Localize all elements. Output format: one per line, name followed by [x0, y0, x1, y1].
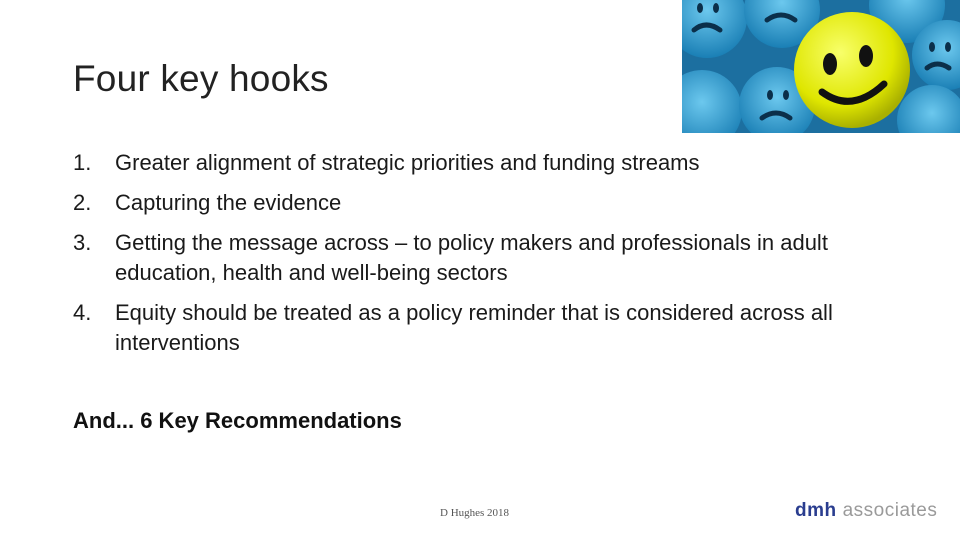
list-number: 1. — [73, 150, 92, 175]
footer-credit: D Hughes 2018 — [440, 507, 510, 519]
list-item — [73, 228, 893, 288]
list-text: Capturing the evidence — [115, 190, 342, 215]
list-number: 2. — [73, 190, 92, 215]
logo-part1: dmh — [795, 500, 837, 521]
recommendations-heading: And... 6 Key Recommendations — [73, 408, 402, 433]
list-number: 3. — [73, 230, 92, 255]
logo-part2: associates — [842, 500, 938, 521]
smiley-faces-image — [682, 0, 960, 133]
slide-title: Four key hooks — [73, 58, 329, 99]
list-text: Greater alignment of strategic priorities and funding streams — [115, 150, 700, 175]
list-text: Getting the message across – to policy makers and professionals in adult education, health and well-being sectors — [115, 230, 828, 285]
list-item — [73, 298, 893, 358]
hooks-list — [73, 148, 893, 368]
list-number: 4. — [73, 300, 92, 325]
list-item — [73, 148, 893, 178]
list-text: Equity should be treated as a policy reminder that is considered across all interventions — [115, 300, 833, 355]
list-item — [73, 188, 893, 218]
dmh-associates-logo — [795, 500, 937, 522]
